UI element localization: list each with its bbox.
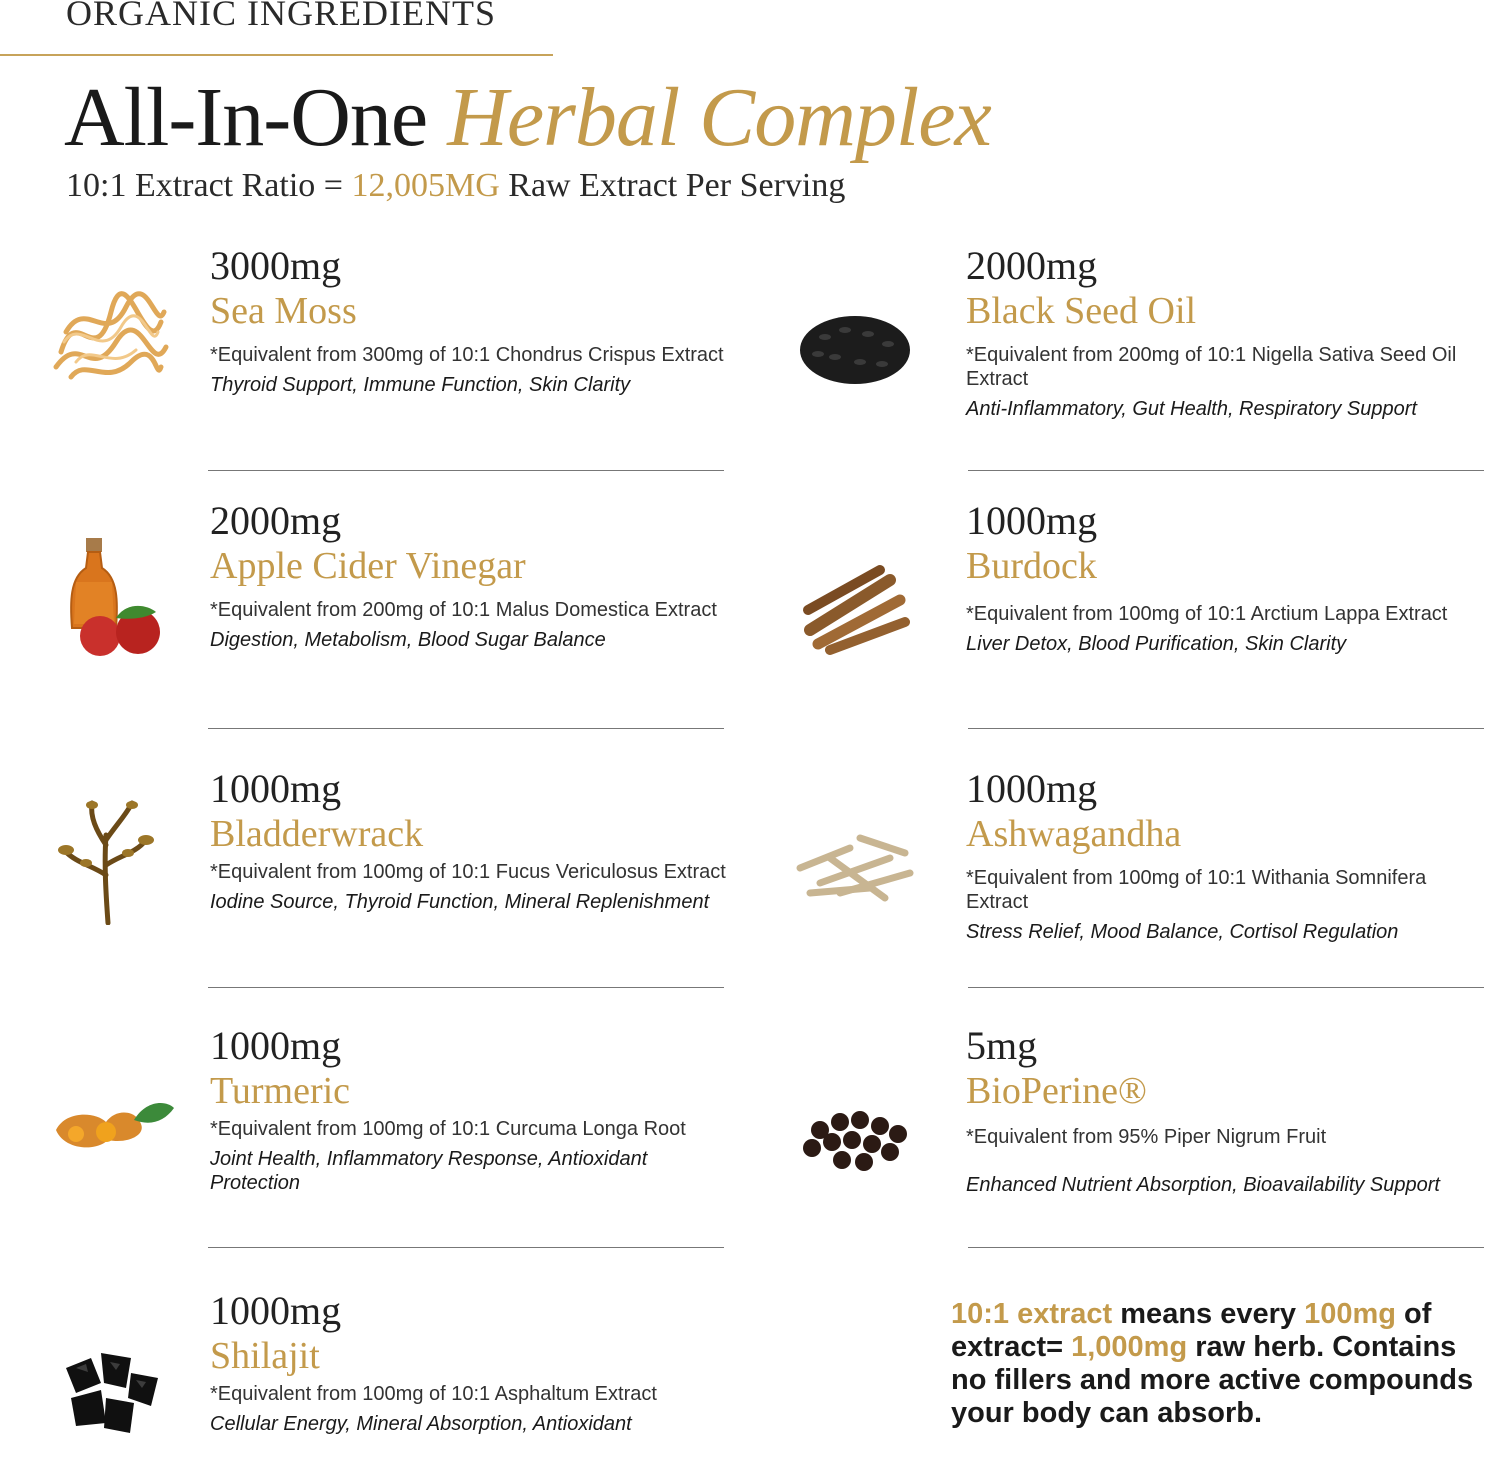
ingredient-ashwagandha bbox=[966, 768, 1500, 944]
ingredient-name: Black Seed Oil bbox=[966, 290, 1197, 332]
ingredient-benefits: Stress Relief, Mood Balance, Cortisol Regulation bbox=[966, 921, 1399, 943]
divider bbox=[968, 470, 1484, 471]
divider bbox=[208, 470, 724, 471]
ingredient-amount: 2000mg bbox=[210, 498, 342, 543]
black-pepper-icon bbox=[790, 1070, 920, 1200]
note-text: of extract= bbox=[951, 1298, 1432, 1363]
extract-note bbox=[951, 1298, 1496, 1430]
shilajit-icon bbox=[46, 1328, 176, 1458]
ingredient-benefits: Iodine Source, Thyroid Function, Mineral Replenishment bbox=[210, 891, 710, 913]
ingredient-turmeric bbox=[210, 1025, 750, 1195]
ingredient-name: Turmeric bbox=[210, 1070, 351, 1112]
title-main: All-In-One bbox=[64, 71, 448, 164]
ingredient-name: Ashwagandha bbox=[966, 813, 1182, 855]
ingredient-equivalent: *Equivalent from 200mg of 10:1 Nigella Sativa Seed Oil Extract bbox=[966, 344, 1457, 390]
ingredient-amount: 1000mg bbox=[210, 1023, 342, 1068]
ingredient-benefits: Thyroid Support, Immune Function, Skin Clarity bbox=[210, 374, 631, 396]
page-title bbox=[64, 70, 991, 166]
ingredient-equivalent: *Equivalent from 100mg of 10:1 Curcuma Longa Root bbox=[210, 1118, 686, 1140]
ingredient-amount: 1000mg bbox=[210, 766, 342, 811]
note-text: means every bbox=[1112, 1298, 1305, 1330]
divider bbox=[208, 1247, 724, 1248]
subtitle-ratio: 10:1 bbox=[66, 167, 127, 204]
ingredient-bioperine bbox=[966, 1025, 1500, 1197]
ingredient-name: BioPerine® bbox=[966, 1070, 1147, 1112]
ingredient-benefits: Liver Detox, Blood Purification, Skin Clarity bbox=[966, 633, 1347, 655]
ingredient-name: Bladderwrack bbox=[210, 813, 424, 855]
ingredient-name: Burdock bbox=[966, 545, 1097, 587]
ingredient-apple-cider-vinegar bbox=[210, 500, 750, 652]
ingredient-name: Sea Moss bbox=[210, 290, 357, 332]
ingredient-sea-moss bbox=[210, 245, 750, 397]
note-highlight-ratio: 10:1 extract bbox=[951, 1298, 1113, 1330]
burdock-root-icon bbox=[790, 540, 920, 670]
ingredient-benefits: Digestion, Metabolism, Blood Sugar Balance bbox=[210, 629, 606, 651]
ingredient-equivalent: *Equivalent from 100mg of 10:1 Arctium Lappa Extract bbox=[966, 603, 1448, 625]
ingredient-equivalent: *Equivalent from 300mg of 10:1 Chondrus Crispus Extract bbox=[210, 344, 724, 366]
note-text: raw herb. Contains no fillers and more active compounds your body can absorb. bbox=[951, 1331, 1474, 1429]
ingredient-bladderwrack bbox=[210, 768, 750, 914]
sea-moss-icon bbox=[46, 272, 176, 402]
ingredient-equivalent: *Equivalent from 200mg of 10:1 Malus Domestica Extract bbox=[210, 599, 717, 621]
ingredient-black-seed-oil bbox=[966, 245, 1500, 421]
ingredient-name: Apple Cider Vinegar bbox=[210, 545, 526, 587]
page-subtitle bbox=[66, 164, 845, 208]
subtitle-amount: 12,005MG bbox=[351, 167, 500, 204]
turmeric-icon bbox=[46, 1060, 176, 1190]
ingredient-name: Shilajit bbox=[210, 1335, 320, 1377]
ingredient-benefits: Joint Health, Inflammatory Response, Antioxidant Protection bbox=[210, 1148, 648, 1194]
bladderwrack-icon bbox=[46, 795, 176, 925]
ingredient-equivalent: *Equivalent from 100mg of 10:1 Asphaltum Extract bbox=[210, 1383, 657, 1405]
note-highlight-raw: 1,000mg bbox=[1071, 1331, 1188, 1363]
title-accent: Herbal Complex bbox=[447, 71, 991, 164]
ingredient-amount: 2000mg bbox=[966, 243, 1098, 288]
divider bbox=[968, 987, 1484, 988]
ingredient-shilajit bbox=[210, 1290, 750, 1436]
eyebrow-divider bbox=[0, 54, 553, 56]
note-highlight-extract: 100mg bbox=[1304, 1298, 1396, 1330]
subtitle-end: Raw Extract Per Serving bbox=[499, 167, 846, 204]
ingredient-equivalent: *Equivalent from 100mg of 10:1 Withania Somnifera Extract bbox=[966, 867, 1427, 913]
ingredient-burdock bbox=[966, 500, 1500, 656]
subtitle-mid: Extract Ratio = bbox=[126, 167, 352, 204]
ingredient-amount: 1000mg bbox=[210, 1288, 342, 1333]
divider bbox=[208, 987, 724, 988]
divider bbox=[968, 1247, 1484, 1248]
divider bbox=[968, 728, 1484, 729]
divider bbox=[208, 728, 724, 729]
ingredient-amount: 1000mg bbox=[966, 498, 1098, 543]
ingredient-amount: 1000mg bbox=[966, 766, 1098, 811]
eyebrow-label: ORGANIC INGREDIENTS bbox=[66, 0, 496, 33]
ingredient-benefits: Cellular Energy, Mineral Absorption, Antioxidant bbox=[210, 1413, 632, 1435]
ingredient-benefits: Enhanced Nutrient Absorption, Bioavailability Support bbox=[966, 1174, 1440, 1196]
ingredient-benefits: Anti-Inflammatory, Gut Health, Respiratory Support bbox=[966, 398, 1417, 420]
ingredient-equivalent: *Equivalent from 95% Piper Nigrum Fruit bbox=[966, 1126, 1327, 1148]
ashwagandha-root-icon bbox=[790, 798, 920, 928]
ingredient-amount: 5mg bbox=[966, 1023, 1038, 1068]
black-seed-icon bbox=[790, 282, 920, 412]
ingredient-amount: 3000mg bbox=[210, 243, 342, 288]
apple-cider-vinegar-icon bbox=[46, 532, 176, 662]
ingredient-equivalent: *Equivalent from 100mg of 10:1 Fucus Vericulosus Extract bbox=[210, 861, 726, 883]
